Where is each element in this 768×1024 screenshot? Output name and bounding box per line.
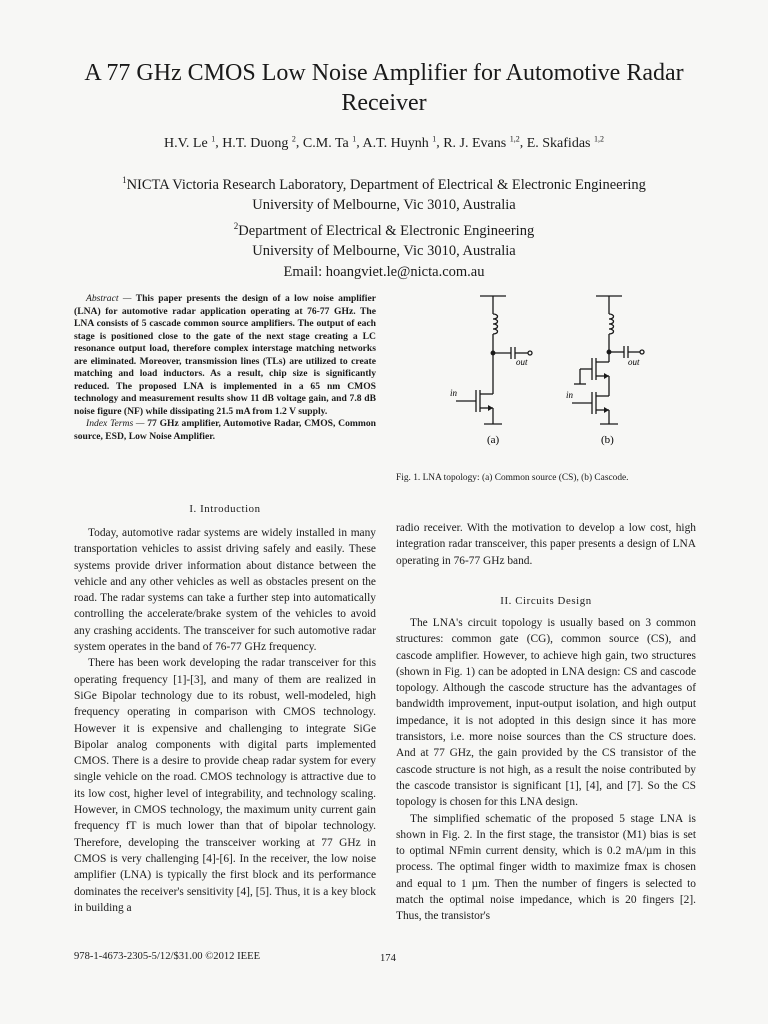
affiliations	[40, 170, 728, 282]
author-name: R. J. Evans $^{1,2}$	[443, 134, 520, 151]
paper-title: A 77 GHz CMOS Low Noise Amplifier for Automotive Radar Receiver	[84, 60, 684, 116]
author-name: H.V. Le $^1$	[164, 134, 216, 151]
copyright-footer: 978-1-4673-2305-5/12/$31.00 ©2012 IEEE	[74, 951, 261, 962]
fig-a-label: (a)	[487, 434, 500, 446]
abstract-label: Abstract —	[86, 293, 132, 304]
paragraph: There has been work developing the radar transceiver for this operating frequency [1]-[3], and many of them are realized in SiGe Bipolar technology due to its robust, well-modeled, high frequency operating in comparison with CMOS technology. However it is expensive and challenging to integrate SiGe Bipolar analog components with digital parts implemented CMOS. There is a desire to provide cheap radar system for every single vehicle on the road. CMOS technology is attractive due to its low cost, higher level of integrability, and technology scaling. However, in CMOS technology, the maximum unity current gain frequency fT is much lower than that of bipolar technology. Therefore, developing the transceiver working at 77 GHz in CMOS is very challenging [4]-[6]. In the receiver, the low noise amplifier (LNA) is typically the first block and its performance dominates the receiver's sensitivity [4], [5]. Thus, it is a key block in building a	[74, 657, 376, 914]
section-heading-introduction: I. Introduction	[189, 503, 261, 515]
page-number: 174	[380, 953, 396, 964]
fig-a-output-label: out	[516, 357, 528, 367]
right-column-text	[396, 615, 696, 925]
affiliation-1-line-1: $^1$NICTA Victoria Research Laboratory, Department of Electrical & Electronic Engineering	[122, 175, 646, 193]
affiliation-1-line-2: University of Melbourne, Vic 3010, Australia	[252, 197, 516, 214]
author-name: E. Skafidas $^{1,2}$	[526, 134, 604, 151]
paragraph: radio receiver. With the motivation to develop a low cost, high integration radar transceiver, this paper presents a design of LNA operating in 76-77 GHz band.	[396, 522, 696, 567]
lna-topology-figure	[410, 290, 710, 450]
author-name: A.T. Huynh $^1$	[362, 134, 437, 151]
paragraph: The LNA's circuit topology is usually based on 3 common structures: common gate (CG), common source (CS), and cascode amplifier. However, to achieve high gain, two structures (shown in Fig. 1) can be adopted in LNA design: CS and cascode topology. Although the cascode structure has the advantages of bandwidth improvement, input-output isolation, and high output impedance, it is not adopted in this design since it has more transistors, i.e. more noise sources than the CS structure does. And at 77 GHz, the gain provided by the CS transistor of the cascode structure is not high, as a result the noise contributed by the cascode transistor is significant [1], [4], and [7]. So the CS topology is chosen for this LNA design.	[396, 617, 696, 809]
author-name: C.M. Ta $^1$	[302, 134, 357, 151]
author-email: Email: hoangviet.le@nicta.com.au	[283, 263, 485, 280]
fig-b-input-label: in	[566, 390, 574, 400]
paragraph: The simplified schematic of the proposed 5 stage LNA is shown in Fig. 2. In the first stage, the transistor (M1) bias is set to optimal NFmin current density, which is 0.2 mA/µm in this process. The optimal finger width to maximize fmax is chosen and equal to 1 µm. Then the number of fingers is selected to match the optimal noise impedance, which is 20 fingers [2]. Thus, the transistor's	[396, 812, 696, 923]
left-column-text	[74, 525, 376, 916]
author-name: H.T. Duong $^2$	[222, 134, 296, 151]
affiliation-2-line-2: University of Melbourne, Vic 3010, Australia	[252, 243, 516, 260]
fig-b-output-label: out	[628, 357, 640, 367]
index-terms-label: Index Terms —	[86, 418, 145, 429]
fig-b-label: (b)	[601, 434, 614, 446]
figure-caption: Fig. 1. LNA topology: (a) Common source (CS), (b) Cascode.	[396, 473, 629, 483]
abstract-paragraph: Abstract — This paper presents the design of a low noise amplifier (LNA) for automotive radar application operating at 76-77 GHz. The LNA consists of 5 cascade common source amplifiers. The output of each stage is positioned close to the gate of the next stage creating a LC resonance output load, therefore complex interstage matching networks are eliminated. Moreover, transmission lines (TLs) are utilized to create matching and load inductors. As a result, chip size is significantly reduced. The proposed LNA is implemented in a 65 nm CMOS technology and measurement results show 11 dB voltage gain, and 7.8 dB noise figure (NF) while dissipating 21.5 mA from 1.2 V supply.	[74, 293, 376, 417]
affiliation-2-line-1: $^2$Department of Electrical & Electronic Engineering	[233, 220, 535, 239]
author-list: H.V. Le $^1$, H.T. Duong $^2$, C.M. Ta $^1$, A.T. Huynh $^1$, R. J. Evans $^{1,2}$, E. Skafidas $^{1,2}$	[164, 134, 604, 151]
abstract	[74, 293, 376, 443]
right-column-intro-continued	[396, 520, 696, 569]
paragraph: Today, automotive radar systems are widely installed in many transportation vehicles to assist driving safely and easily. These systems provide driver information about distance between the vehicle and any other vehicles as well as obstacles present on the road. The radar systems can take a further step into automatically controlling the accelerate/brake system of the vehicles to avoid any crashing accidents. The transceiver for such automotive radar system operates in the band of 76-77 GHz frequency.	[74, 527, 376, 654]
section-heading-circuits-design: II. Circuits Design	[500, 595, 592, 607]
index-terms: Index Terms — 77 GHz amplifier, Automotive Radar, CMOS, Common source, ESD, Low Noise Amplifier.	[74, 418, 376, 442]
fig-a-input-label: in	[450, 388, 458, 398]
